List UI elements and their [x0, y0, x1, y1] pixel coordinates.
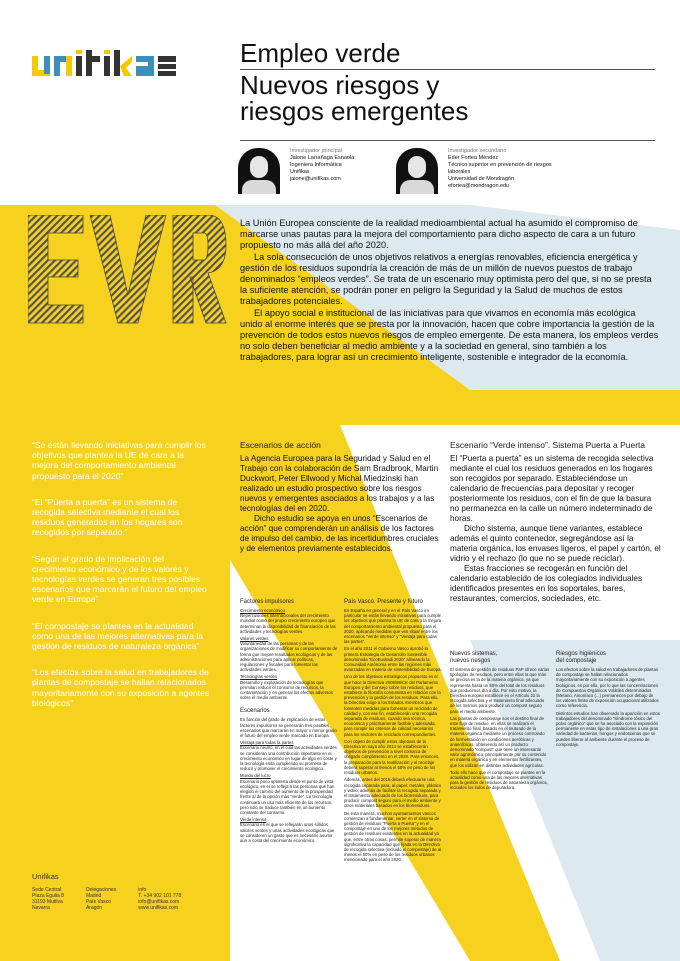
body-paragraph: De esta manera, muchos ayuntamientos vascos comienzan a fundamentar, verter en el sistema de gestión de residuos “Puerta a Puerta” y en el compostaje en uno de los mejores métodos de gestión de residuos existentes en la actualidad ya que, entre otras cosas, permite superar de manera significativa la capacidad que fijada en la Directiva de recogida selectiva (incluido el compostaje) de al menos el 50% en peso de los residuos urbanos mencionado para el año 2020. [344, 810, 442, 863]
factor-text: Voluntariedad de las personas y de las organizaciones de modificar su comportamiento de forma que mejore resultados ecológicos y de las administraciones para aplicar políticas, regulaciones y fiscales para fomentar las actividades verdes. [240, 641, 338, 673]
title-line-3: riesgos emergentes [240, 96, 469, 126]
pull-quote: “Los efectos sobre la salud en trabajadores de plantas de compostaje se hallan relacionados mayoritariamente con su exposición a agentes biológicos” [32, 667, 210, 708]
section-escenarios-accion [240, 440, 440, 554]
logo-mark [32, 50, 182, 80]
body-paragraph: Dicho sistema, aunque tiene variantes, establece además el quinto contenedor, segregándose así la materia orgánica, los envases ligeros, el papel y cartón, el vidrio y el rechazo (lo que no se puede reciclar). [450, 524, 661, 563]
body-paragraph: Las plantas de compostaje son el destino final de este flujo de residuo, en ellas se realizará el tratamiento final, basado en el mutuado de la materia orgánica mediante un proceso controlado de fermentación en condiciones aeróbicas y anaeróbicas, obteniendo así un producto denominado “compost” que tiene un interesante valor agronómico, principalmente por su contenido en materia orgánica y en elementos fertilizantes, que los utilizan en distintas actividades agrícolas. [450, 715, 547, 768]
footer-heading: Sede Central [32, 887, 62, 893]
factor-label: Valores verdes [240, 636, 269, 642]
unifikas-logo [32, 50, 182, 80]
section-riesgos-higienicos [556, 648, 660, 749]
footer-delegaciones [86, 887, 116, 911]
section-heading: Factores impulsores [240, 599, 295, 605]
section-heading: Escenarios [240, 708, 270, 715]
researcher-card-1 [290, 148, 390, 183]
footer-line: País Vasco [85, 899, 111, 905]
section-heading: Escenarios de acción [240, 440, 321, 450]
body-paragraph: La Agencia Europea para la Seguridad y Salud en el Trabajo con la colaboración de Sam Bradbrook, Martin Duckwort, Peter Ellwood y Michal Miedzinski han realizado un estudio prospectivo sobre los riesgos nuevos y emergentes asociados a los trabajos y a las tecnologías del en 2020. [240, 454, 439, 513]
intro-paragraph: La sola consecución de unos objetivos relativos a energías renovables, eficiencia energética y gestión de los residuos supondría la creación de más de un millón de nuevos puestos de trabajo denominados “empleos verdes”. Se trata de un escenario muy optimista pero del que, si no se presta la suficiente atención, se podrán poner en peligro la Seguridad y la Salud de muchos de estos trabajadores potenciales. [240, 251, 652, 307]
section-body [240, 454, 440, 554]
pull-quote: “El compostaje se plantea en la actualidad como una de las mejores alternativas para la gestión de residuos de naturaleza orgánica” [32, 620, 204, 652]
escenario-label: Ventaja para todas la partes [240, 740, 294, 746]
body-paragraph: Uno de los objetivos estratégicos propuesto es el que hace la Directiva 2008/98/CE del Parlamento Europeo y del Consejo sobre los residuos, que establece la filosofía consumista en relación con la prevención y la gestión de los residuos. Para ello, la Directiva exige a los Estados miembros que fomenten medidas para fomentar un reciclado de calidad y, con ese fin, establecerán una recogida separada de residuos, cuando sea técnica, económica y prácticamente factible y adecuada, para cumplir los criterios de calidad necesarios para los sectores de reciclado correspondientes. [344, 674, 441, 737]
footer-line: 31193 Mutilva [32, 899, 63, 905]
footer-line: Aragón [85, 905, 103, 911]
escenario-text: Escenario poco optimista desde el punto de vista ecológico, en el se refleja a las personas que han elegido el camino del aumento de la prosperidad frente al de la opción más “verde”. La tecnología continuará un uso más eficiente de los recursos, pero solo se traduce también en un aumento constante del consumo. [240, 778, 335, 815]
escenario-text: Escenario neutro, en el cual las actividades verdes se consideran una contribución importante en el crecimiento económico en lugar de algo en coste y la tecnología evita cumpliendo su promesa de reducir y promover el crecimiento ecológico. [240, 745, 337, 772]
section-heading: Escenario “Verde intenso”. Sistema Puerta a Puerta [450, 440, 646, 450]
intro-text [240, 218, 660, 364]
footer-heading: info [138, 887, 147, 893]
title-line-1: Empleo verde [240, 38, 401, 68]
evr-graphic [28, 215, 228, 325]
title-line-2: Nuevos riesgos y [240, 70, 440, 100]
escenario-text: Escenario en el que se reflejarán unos sólidos valores verdes y unas actividades ecológicas que se consideren un gasto que es necesario asumir aún a costa del crecimiento económico. [240, 822, 335, 843]
body-paragraph: Dicho estudio se apoya en unos “Escenarios de acción” que comprenderán un análisis de los factores de impulso del cambio, de las incertidumbres cruciales y de elementos previamente establecidos. [240, 514, 439, 553]
section-body [450, 454, 662, 604]
body-paragraph: Todo ello hace que el compostaje se plantee en la actualidad como una de las mejores alternativas para la gestión de residuos de naturaleza orgánica, incluidos los lodos de depuradora. [450, 769, 548, 791]
section-nuevos-sistemas [450, 648, 550, 793]
researcher-org: Universidad de Mondragón [448, 176, 515, 182]
footer-website[interactable]: www.unifikas.com [138, 905, 179, 911]
researcher-title: Técnico superior en prevención de riesgos laborales [448, 162, 552, 175]
footer-line: Navarra [32, 905, 50, 911]
factor-text: Repercusiones internacionales del crecimiento mundial como del propio crecimiento europeo que determinan la disponibilidad de financiación de las actividades y tecnologías verdes. [240, 613, 336, 634]
factor-text: Desarrollo y explotación de tecnologías que permitan reducir el consumo de recursos, la contaminación y en general los efectos adversos sobre el medio ambiente. [240, 679, 333, 701]
researcher-name: Jaione Larrañaga Esnaola [290, 155, 355, 161]
body-paragraph: El sistema de gestión de residuos PaP ofrece varias tipologías de residuos, pero entre ellas la que más se precisa es la de la materia orgánica, ya que representa hasta un 50% del total de los residuos que producimos día a día. Por esto motivo, la Directiva europea establece en el Artículo 22 la recogida selectiva y el tratamiento final adecuado de los mismos para producir un compost seguro para el medio ambiente. [450, 667, 550, 714]
pull-quote: “El “Puerta a puerta” es un sistema de recogida selectiva mediante el cual los residuos generados en los hogares son recogidos por separado.” [32, 496, 183, 538]
footer-sede [32, 887, 64, 911]
intro-paragraph: La Unión Europea consciente de la realidad medioambiental actual ha asumido el compromiso de marcarse unas pautas para la mejora del comportamiento para dicho aspecto de cara a un futuro propuesto no más allá del año 2020. [240, 218, 638, 251]
footer-email[interactable]: info@unifikas.com [138, 899, 180, 905]
body-paragraph: El “Puerta a puerta” es un sistema de recogida selectiva mediante el cual los residuos generados en los hogares son recogidos por separado. Estableciéndose un calendario de frecuencias para depositar y recoger posteriormente los residuos, con el fin de que la basura no permanezca en la calle un número indeterminado de horas. [450, 454, 654, 523]
researcher-card-2 [448, 148, 558, 190]
footer-info [138, 887, 181, 911]
body-paragraph: Los efectos sobre la salud en trabajadores de plantas de compostaje se hallan relacionados mayoritariamente con su exposición a agentes biológicos, es por ello, por lo que las concentraciones de Compuestos Orgánicos Volátiles determinados (Metano, Amoníaco (...) permanecen por debajo de los valores límite de exposición ocupacional utilizados como referencia. [556, 667, 659, 709]
footer-brand: Unifikas [32, 872, 59, 881]
section-heading: País Vasco. Presente y futuro [344, 599, 423, 605]
researcher-role: Investigador principal [290, 148, 342, 154]
body-paragraph: Estas fracciones se recogerán en función del calendario establecido de los colegiados individuales identificados presentes en los soportales, bares, restaurantes, comercios, sociedades, etc. [450, 564, 643, 603]
section-verde-intenso [450, 440, 662, 604]
footer-line: Plaza Egulia 8 [32, 893, 64, 899]
section-pais-vasco [344, 596, 442, 865]
body-paragraph: Además, antes del 2015 deberá efectuarse una recogida separada para, al papel, metales, plástico y vidrio; además de facilitar la recogida separada y el tratamiento adecuado de los biorresiduos, para producir compost seguro para el medio ambiente y otros materiales basados en los biorresiduos. [344, 777, 442, 809]
header-divider [240, 140, 655, 141]
researcher-email[interactable]: efortea@mondragon.edu [448, 183, 510, 189]
intro-paragraph: El apoyo social e institucional de las iniciativas para que vivamos en economía más ecológica unido al enorme interés que se presta por la innovación, hacen que cobre importancia la gestión de la prevención de todos estos nuevos riesgos de empleo emergente. De esta manera, los empleos verdes no solo deben beneficiar al medio ambiente y a la sociedad en general, sino también a los trabajadores, para lograr así un crecimiento inteligente, sostenible e integrador de la economía. [240, 307, 659, 363]
escenario-label: Verde intenso [240, 817, 267, 823]
section-factores [240, 596, 338, 845]
body-paragraph: En España en general y en el País Vasco en particular se están llevando iniciativas para cumplir los objetivos que plantea la UE de cara a la mejora del comportamiento ambiental propuesto para el 2020, aplicando medidas que ven situar entre los escenarios “Verde intenso” y “Ventaja para todas las partes”. [344, 608, 441, 645]
body-paragraph: Distintos estudios han observado la aparición en estos trabajadores del denominado “Síndrome tóxico del polvo orgánico” que se ha asociado con la exposición permanente en estas tipo de instalaciones a una gran variedad de bacterias, hongos y endotoxinas que se pueden liberar al ambiente durante el proceso de compostaje. [556, 710, 660, 747]
factor-label: Tecnologías verdes [240, 674, 278, 680]
pull-quote: “Se están llevando iniciativas para cumplir los objetivos que plantea la UE de cara a la mejora del comportamiento ambiental propuesto para el 2020” [32, 440, 206, 481]
researcher-org: Unifikas [290, 169, 310, 175]
body-paragraph: En el año 2011 el Gobierno Vasco aprobó la primera Estrategia de Desarrollo Sostenible denominada “EcoEuskadi 2020” alineando la Comunidad Autónoma entre las regiones más avanzadas en materia de sostenibilidad de Europa. [344, 646, 442, 673]
footer-line: Madrid [85, 893, 102, 899]
researcher-email[interactable]: jaione@unifikas.com [290, 176, 341, 182]
section-heading: Riesgos higiénicos [556, 651, 607, 657]
pull-quote: “Según el grado de implicación del crecimiento económico y de los valores y tecnologías verdes se generan tres posibles escenarios que marcarán el futuro del empleo verde en Europa” [32, 553, 207, 605]
researcher-photo-1 [238, 148, 280, 194]
footer-phone: T. +34 902 101 778 [138, 893, 182, 899]
researcher-name: Eder Fortea Méndez [448, 155, 499, 161]
researcher-title: Ingeniera Informática [290, 162, 342, 168]
quotes-column [32, 440, 210, 708]
section-heading: nuevos riesgos [450, 658, 491, 664]
escenarios-intro: En función del grado de implicación de estos factores impulsores se generarán tres posibles escenarios que marcarán en mayor o menor grado el futuro del empleo verde marcado en Europa. [240, 717, 337, 739]
section-heading: del compostaje [556, 658, 597, 664]
footer-heading: Delegaciones [85, 887, 117, 893]
body-paragraph: Con objeto de cumplir estos objetivos de la Directiva en vaya año 2014 se establecerán objetivos de prevención a nivel comarca de obligado cumplimiento en el 2020. Para entonces, la preparación para la reutilización y el reciclaje deberá superar al menos el 50% en peso de los residuos urbanos. [344, 738, 440, 776]
factor-label: Crecimiento económico [240, 608, 285, 613]
footer [32, 872, 232, 911]
researcher-photo-2 [396, 148, 438, 194]
section-heading: Nuevos sistemas, [450, 651, 498, 657]
researcher-role: Investigador secundario [448, 148, 507, 154]
header-title [240, 40, 660, 124]
escenario-label: Mundo del lucro [240, 773, 271, 779]
